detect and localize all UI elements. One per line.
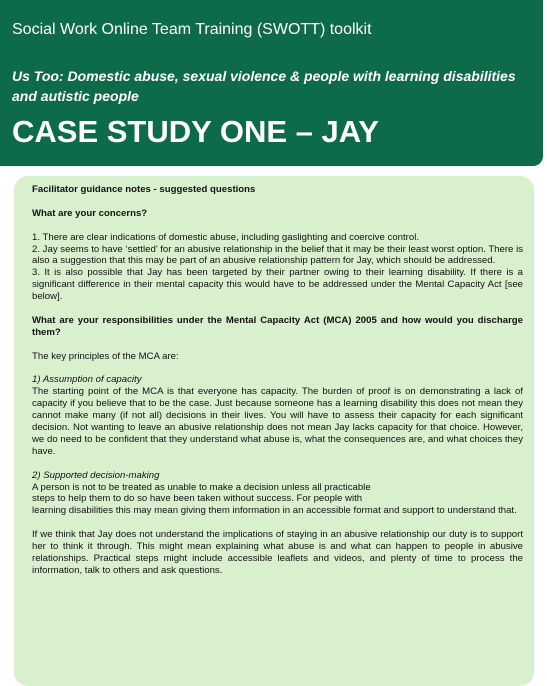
case-study-title: CASE STUDY ONE – JAY <box>12 114 379 149</box>
toolkit-title: Social Work Online Team Training (SWOTT) toolkit <box>12 21 372 38</box>
document-subtitle: Us Too: Domestic abuse, sexual violence & people with learning disabilities and autistic people <box>12 68 516 104</box>
guidance-panel <box>14 176 534 686</box>
principle-title: 1) Assumption of capacity <box>32 374 142 386</box>
principle-text-line: steps to help them to do so have been taken without success. For people with <box>32 493 363 505</box>
principle-text-line: A person is not to be treated as unable to make a decision unless all practicable <box>32 481 371 493</box>
principle-text-line: learning disabilities this may mean giving them information in an accessible format and support to understand that. <box>32 505 517 517</box>
question-responsibilities: What are your responsibilities under the Mental Capacity Act (MCA) 2005 and how would you discharge them? <box>32 314 523 338</box>
guidance-heading: Facilitator guidance notes - suggested questions <box>32 184 256 195</box>
concern-item: 2. Jay seems to have ‘settled’ for an abusive relationship in the belief that it may be their least worst option. There is also a suggestion that this may be part of an abusive relationship pattern for Jay, which should be addressed. <box>32 243 523 267</box>
principles-intro: The key principles of the MCA are: <box>32 350 179 362</box>
header-banner <box>0 0 543 166</box>
closing-paragraph: If we think that Jay does not understand the implications of staying in an abusive relationship our duty is to support her to think it through. This might mean explaining what abuse is and what can happen to people in abusive relationships. Practical steps might include accessible leaflets and videos, and plenty of time to process the information, talk to others and ask questions. <box>32 529 523 576</box>
concern-item: 3. It is also possible that Jay has been targeted by their partner owing to their learning disability. If there is a significant difference in their mental capacity this would have to be addressed under the Mental Capacity Act [see below]. <box>32 267 523 303</box>
concern-item: 1. There are clear indications of domestic abuse, including gaslighting and coercive control. <box>32 231 419 243</box>
question-concerns: What are your concerns? <box>32 207 148 219</box>
principle-text: The starting point of the MCA is that everyone has capacity. The burden of proof is on demonstrating a lack of capacity if you believe that to be the case. Just because someone has a learning disability this does not mean they cannot make many (if not all) decisions in their lives. You will have to assess their capacity for each significant decision. Not wanting to leave an abusive relationship does not mean Jay lacks capacity for that choice. However, we do need to be confident that they understand what abuse is, what the consequences are, and what choices they have. <box>32 386 523 457</box>
principle-title: 2) Supported decision-making <box>32 469 160 481</box>
